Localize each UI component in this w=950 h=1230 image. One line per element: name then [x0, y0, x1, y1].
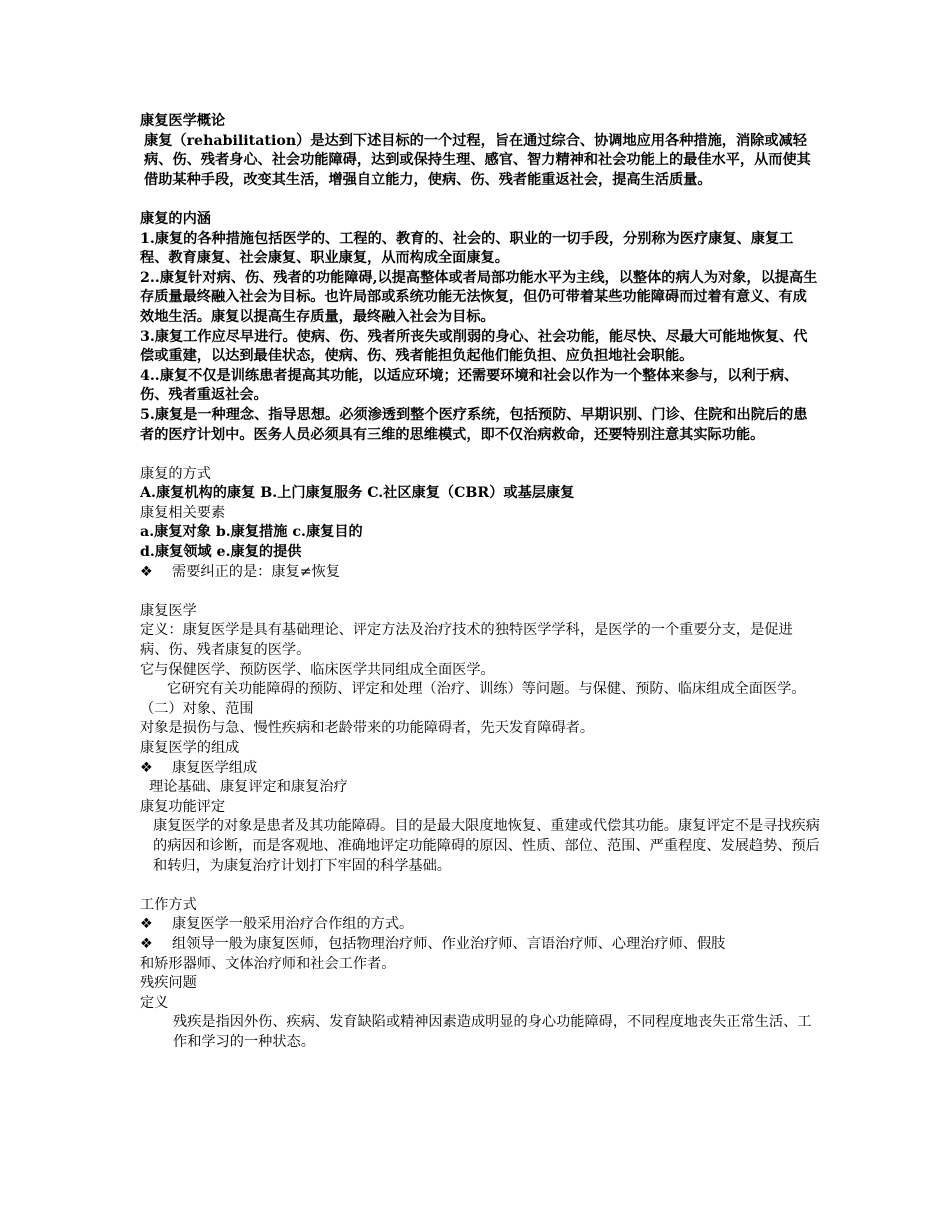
document-page — [140, 112, 820, 1053]
elements-line-1: a.康复对象 b.康复措施 c.康复目的 — [140, 524, 363, 541]
work-bullet-1 — [140, 915, 820, 935]
connotation-item-5: 5.康复是一种理念、指导思想。必须渗透到整个医疗系统，包括预防、早期识别、门诊、住院和出院后的患者的医疗计划中。医务人员必须具有三维的思维模式，即不仅治病救命，还要特别注意其实际功能。 — [140, 406, 808, 443]
work-heading: 工作方式 — [140, 896, 197, 913]
rehab-med-heading: 康复医学 — [140, 602, 197, 619]
scope-text: 对象是损伤与急、慢性疾病和老龄带来的功能障碍者，先天发育障碍者。 — [140, 720, 595, 737]
correction-bullet — [140, 563, 820, 583]
ways-heading: 康复的方式 — [140, 465, 211, 482]
connotation-item-2: 2..康复针对病、伤、残者的功能障碍,以提高整体或者局部功能水平为主线，以整体的病人为对象，以提高生存质量最终融入社会为目标。也许局部或系统功能无法恢复，但仍可带着某些功能障碍而过着有意义、有成效地生活。康复以提高生存质量，最终融入社会为目标。 — [140, 269, 818, 325]
composition-text: 理论基础、康复评定和康复治疗 — [149, 779, 348, 796]
work-bullet-1-text: 康复医学一般采用治疗合作组的方式。 — [172, 916, 414, 933]
work-bullet-2-continued: 和矫形器师、文体治疗师和社会工作者。 — [140, 955, 396, 972]
disability-heading: 残疾问题 — [140, 975, 197, 992]
assessment-heading: 康复功能评定 — [140, 798, 226, 815]
connotation-heading: 康复的内涵 — [140, 210, 211, 227]
ways-line: A.康复机构的康复 B.上门康复服务 C.社区康复（CBR）或基层康复 — [140, 485, 575, 502]
disability-def-heading: 定义 — [140, 994, 169, 1011]
connotation-item-4: 4..康复不仅是训练患者提高其功能，以适应环境；还需要环境和社会以作为一个整体来参与，以利于病、伤、残者重返社会。 — [140, 367, 799, 404]
connotation-item-1: 1.康复的各种措施包括医学的、工程的、教育的、社会的、职业的一切手段，分别称为医疗康复、康复工程、教育康复、社会康复、职业康复，从而构成全面康复。 — [140, 230, 794, 267]
disability-text: 残疾是指因外伤、疾病、发育缺陷或精神因素造成明显的身心功能障碍，不同程度地丧失正常生活、工作和学习的一种状态。 — [173, 1014, 812, 1050]
rehab-med-research: 它研究有关功能障碍的预防、评定和处理（治疗、训练）等问题。与保健、预防、临床组成全面医学。 — [167, 681, 806, 698]
rehab-med-composition-line: 它与保健医学、预防医学、临床医学共同组成全面医学。 — [140, 661, 495, 678]
scope-heading: （二）对象、范围 — [140, 700, 254, 717]
diamond-bullet-icon: ❖ — [140, 759, 153, 776]
work-bullet-2 — [140, 935, 820, 955]
intro-paragraph: 康复（rehabilitation）是达到下述目标的一个过程，旨在通过综合、协调地应用各种措施，消除或减轻病、伤、残者身心、社会功能障碍，达到或保持生理、感官、智力精神和社会功能上的最佳水平，从而使其借助某种手段，改变其生活，增强自立能力，使病、伤、残者能重返社会，提高生活质量。 — [144, 132, 811, 188]
composition-bullet-text: 康复医学组成 — [172, 759, 258, 776]
correction-text: 需要纠正的是：康复≠恢复 — [172, 563, 340, 580]
diamond-bullet-icon: ❖ — [140, 916, 153, 933]
diamond-bullet-icon: ❖ — [140, 563, 153, 580]
composition-heading: 康复医学的组成 — [140, 740, 240, 756]
assessment-text: 康复医学的对象是患者及其功能障碍。目的是最大限度地恢复、重建或代偿其功能。康复评定不是寻找疾病的病因和诊断，而是客观地、准确地评定功能障碍的原因、性质、部位、范围、严重程度、发展趋势、预后和转归，为康复治疗计划打下牢固的科学基础。 — [153, 818, 820, 874]
diamond-bullet-icon: ❖ — [140, 935, 153, 952]
rehab-med-definition: 定义：康复医学是具有基础理论、评定方法及治疗技术的独特医学学科，是医学的一个重要分支，是促进病、伤、残者康复的医学。 — [140, 622, 793, 659]
composition-bullet — [140, 759, 820, 779]
connotation-item-3: 3.康复工作应尽早进行。使病、伤、残者所丧失或削弱的身心、社会功能，能尽快、尽最大可能地恢复、代偿或重建，以达到最佳状态，使病、伤、残者能担负起他们能负担、应负担地社会职能。 — [140, 328, 808, 365]
work-bullet-2-text: 组领导一般为康复医师，包括物理治疗师、作业治疗师、言语治疗师、心理治疗师、假肢 — [172, 935, 726, 952]
elements-heading: 康复相关要素 — [140, 504, 226, 521]
elements-line-2: d.康复领域 e.康复的提供 — [140, 544, 302, 561]
doc-title: 康复医学概论 — [140, 113, 226, 129]
